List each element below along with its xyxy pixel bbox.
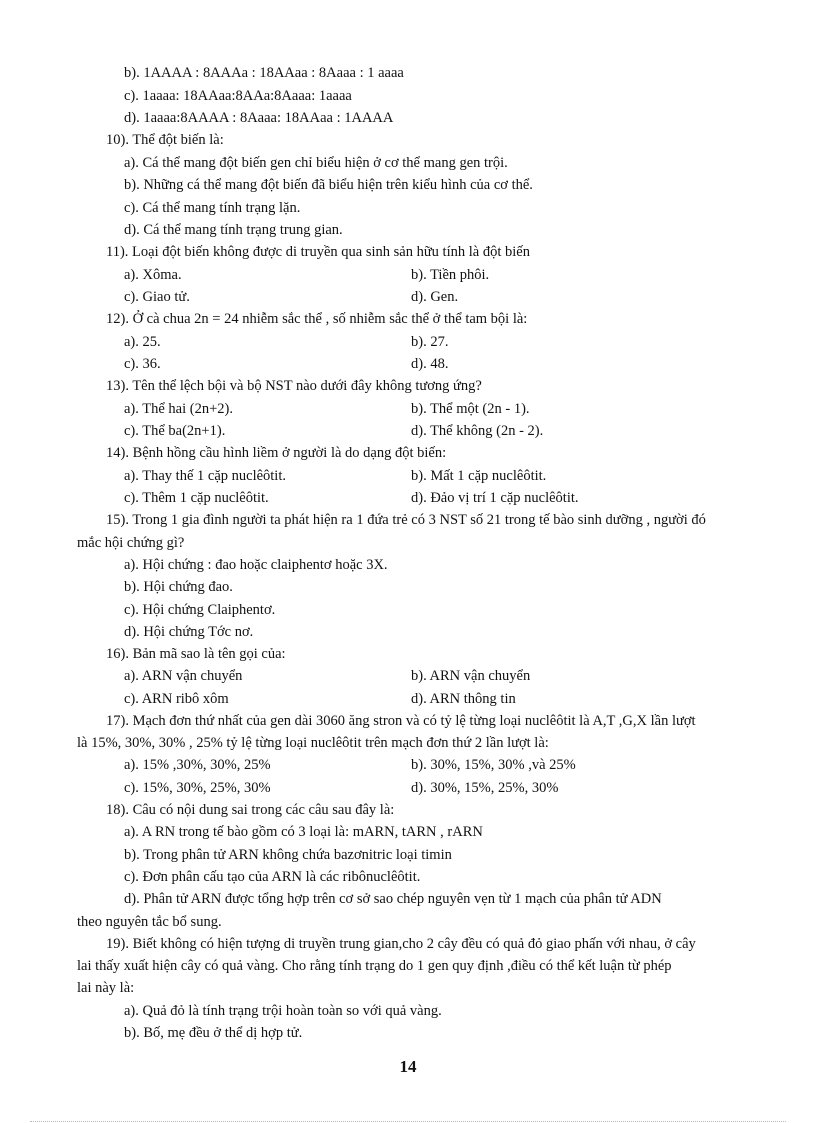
option-text: c). ARN ribô xôm — [124, 691, 229, 707]
option-text: b). Mất 1 cặp nuclêôtit. — [411, 468, 547, 484]
option-text: b). 1AAAA : 8AAAa : 18AAaa : 8Aaaa : 1 aaaa — [124, 65, 404, 81]
option-text: a). ARN vận chuyển — [124, 668, 243, 684]
option-text: d). Gen. — [411, 289, 459, 305]
option-text: b). Tiền phôi. — [411, 267, 490, 283]
question-text: 16). Bản mã sao là tên gọi của: — [106, 646, 286, 662]
option-text: a). Cá thể mang đột biến gen chỉ biểu hiện ở cơ thể mang gen trội. — [124, 155, 508, 171]
question-text-continued: lai này là: — [77, 980, 135, 996]
option-text: d). Cá thể mang tính trạng trung gian. — [124, 222, 343, 238]
option-text: d). Phân tử ARN được tổng hợp trên cơ sở sao chép nguyên vẹn từ 1 mạch của phân tử ADN — [124, 891, 662, 907]
option-text: b). Hội chứng đao. — [124, 579, 233, 595]
option-text: b). Bố, mẹ đều ở thể dị hợp tử. — [124, 1025, 303, 1041]
option-text: c). Đơn phân cấu tạo của ARN là các ribônuclêôtit. — [124, 869, 421, 885]
option-text: b). Trong phân tử ARN không chứa bazơnitric loại timin — [124, 847, 452, 863]
option-text: d). 1aaaa:8AAAA : 8Aaaa: 18AAaa : 1AAAA — [124, 110, 394, 126]
option-text: a). Hội chứng : đao hoặc claiphentơ hoặc 3X. — [124, 557, 388, 573]
option-text: d). Hội chứng Tớc nơ. — [124, 624, 254, 640]
question-text: 19). Biết không có hiện tượng di truyền trung gian,cho 2 cây đều có quả đỏ giao phấn với nhau, ở cây — [106, 936, 696, 952]
option-text: d). Đảo vị trí 1 cặp nuclêôtit. — [411, 490, 579, 506]
option-text: c). 1aaaa: 18AAaa:8AAa:8Aaaa: 1aaaa — [124, 88, 352, 104]
option-text: d). 30%, 15%, 25%, 30% — [411, 780, 559, 796]
option-text: c). Thể ba(2n+1). — [124, 423, 226, 439]
option-text: b). Những cá thể mang đột biến đã biểu hiện trên kiểu hình của cơ thể. — [124, 177, 533, 193]
question-text: 12). Ở cà chua 2n = 24 nhiễm sắc thể , số nhiễm sắc thể ở thể tam bội là: — [106, 311, 528, 327]
option-text-continued: theo nguyên tắc bổ sung. — [77, 914, 222, 930]
option-text: a). A RN trong tế bào gồm có 3 loại là: mARN, tARN , rARN — [124, 824, 483, 840]
page-number: 14 — [399, 1057, 417, 1076]
option-text: d). ARN thông tin — [411, 691, 516, 707]
option-text: a). Quả đỏ là tính trạng trội hoàn toàn so với quả vàng. — [124, 1003, 442, 1019]
option-text: b). 30%, 15%, 30% ,và 25% — [411, 757, 576, 773]
option-text: a). Xôma. — [124, 267, 182, 283]
question-text: 15). Trong 1 gia đình người ta phát hiện ra 1 đứa trẻ có 3 NST số 21 trong tế bào sinh dưỡng , người đó — [106, 512, 706, 528]
option-text: d). Thể không (2n - 2). — [411, 423, 544, 439]
option-text: a). 25. — [124, 334, 161, 350]
question-text-continued: lai thấy xuất hiện cây có quả vàng. Cho rằng tính trạng do 1 gen quy định ,điều có thể kết luận từ phép — [77, 958, 672, 974]
question-text: 14). Bệnh hồng cầu hình liềm ở người là do dạng đột biến: — [106, 445, 447, 461]
option-text: c). 15%, 30%, 25%, 30% — [124, 780, 271, 796]
question-text: 10). Thể đột biến là: — [106, 132, 224, 148]
option-text: a). Thay thế 1 cặp nuclêôtit. — [124, 468, 286, 484]
option-text: b). Thể một (2n - 1). — [411, 401, 530, 417]
option-text: c). Giao tử. — [124, 289, 190, 305]
option-text: c). 36. — [124, 356, 161, 372]
option-text: a). 15% ,30%, 30%, 25% — [124, 757, 271, 773]
option-text: b). 27. — [411, 334, 449, 350]
option-text: a). Thể hai (2n+2). — [124, 401, 233, 417]
question-text: 11). Loại đột biến không được di truyền qua sinh sản hữu tính là đột biến — [106, 244, 530, 260]
question-text-continued: là 15%, 30%, 30% , 25% tỷ lệ từng loại nuclêôtit trên mạch đơn thứ 2 lần lượt là: — [77, 735, 549, 751]
question-text: 17). Mạch đơn thứ nhất của gen dài 3060 ăng stron và có tỷ lệ từng loại nuclêôtit là A,T ,G,X lần lượt — [106, 713, 696, 729]
question-text-continued: mắc hội chứng gì? — [77, 535, 185, 551]
question-text: 18). Câu có nội dung sai trong các câu sau đây là: — [106, 802, 395, 818]
option-text: b). ARN vận chuyển — [411, 668, 531, 684]
option-text: d). 48. — [411, 356, 449, 372]
option-text: c). Cá thể mang tính trạng lặn. — [124, 200, 301, 216]
page-bottom-divider — [30, 1121, 786, 1122]
option-text: c). Hội chứng Claiphentơ. — [124, 602, 276, 618]
option-text: c). Thêm 1 cặp nuclêôtit. — [124, 490, 269, 506]
question-text: 13). Tên thể lệch bội và bộ NST nào dưới đây không tương ứng? — [106, 378, 482, 394]
